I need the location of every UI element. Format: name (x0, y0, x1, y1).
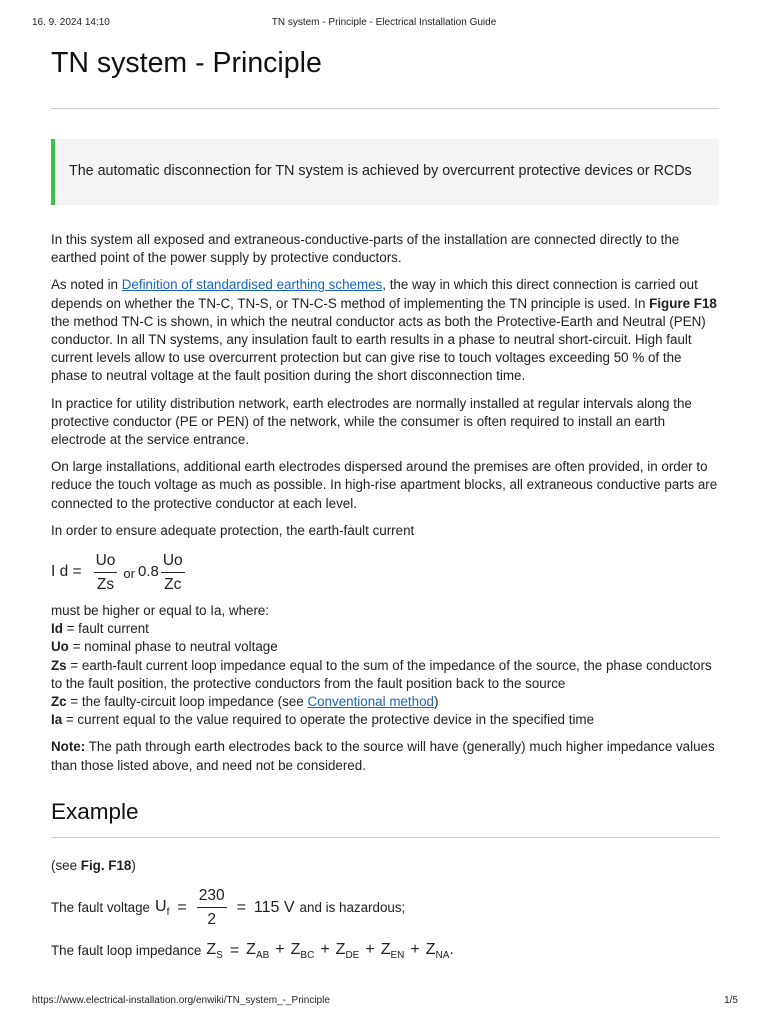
uf-symbol (155, 898, 169, 918)
subscript: BC (300, 950, 315, 962)
fault-voltage-line (51, 883, 719, 933)
equals: = (236, 898, 246, 916)
operator: + (410, 940, 420, 958)
figure-reference: Fig. F18 (80, 857, 132, 873)
definition-uo (51, 638, 719, 656)
page-url: https://www.electrical-installation.org/enwiki/TN_system_-_Principle (32, 995, 330, 1006)
text: (see (51, 857, 81, 873)
zs-symbol (206, 941, 222, 961)
print-footer (0, 995, 768, 1009)
numerator: Uo (161, 551, 185, 573)
paragraph-utility-network: In practice for utility distribution network, earth electrodes are normally installed at regular intervals along the protective conductor (PE or PEN) of the network, while the consumer is often required to install an earth electrode at the service entrance. (51, 395, 692, 448)
symbol: Z (290, 940, 301, 958)
operator: + (275, 940, 285, 958)
subscript: f (166, 906, 170, 918)
link-conventional-method[interactable]: Conventional method (307, 694, 434, 710)
definition: = nominal phase to neutral voltage (68, 639, 278, 655)
section-heading-example: Example (51, 797, 719, 838)
symbol: U (155, 897, 167, 915)
fraction-uo-zs (94, 551, 118, 594)
fault-loop-impedance-line (51, 941, 719, 961)
paragraph-methods (51, 276, 719, 385)
paragraph-large-installations: On large installations, additional earth electrodes dispersed around the premises are often provided, in order to reduce the touch voltage as much as possible. In high-rise apartment blocks, all extraneous conductive parts are connected to the protective conductor at each level. (51, 459, 718, 511)
link-standardised-earthing-schemes[interactable]: Definition of standardised earthing schemes (121, 277, 383, 293)
definition: = fault current (62, 621, 149, 637)
symbol: Z (380, 940, 391, 958)
numerator: 230 (197, 886, 227, 908)
page-title: TN system - Principle (51, 44, 719, 109)
operator: . (449, 940, 454, 958)
definitions-list (51, 602, 719, 729)
definition: = the faulty-circuit loop impedance (see (66, 694, 308, 710)
formula-or: or (123, 565, 135, 581)
definition: ) (434, 694, 439, 710)
term: Zs (51, 657, 67, 673)
article-body (51, 231, 719, 775)
fraction-uo-zc (161, 551, 185, 594)
symbol: Z (425, 940, 436, 958)
numerator: Uo (94, 551, 118, 573)
denominator: Zc (164, 575, 182, 593)
subscript: AB (255, 950, 270, 962)
text: ) (131, 857, 136, 873)
symbol: Z (206, 940, 217, 958)
article (51, 44, 719, 961)
operator: + (320, 940, 330, 958)
formula-lhs: I d = (51, 562, 82, 580)
example-figure-reference (51, 857, 719, 875)
definition-zc (51, 693, 719, 711)
denominator: Zs (96, 575, 115, 593)
definition-ia (51, 711, 719, 729)
summary-callout: The automatic disconnection for TN system is achieved by overcurrent protective devices or RCDs (51, 139, 719, 205)
term: Zc (51, 694, 67, 710)
definitions-intro: must be higher or equal to Ia, where: (51, 603, 270, 619)
definition: = earth-fault current loop impedance equal to the sum of the impedance of the source, the phase conductors to the fault position, the protective conductors from the fault position back to the source (51, 657, 712, 691)
term-bc (291, 941, 336, 961)
definition-zs (51, 657, 719, 693)
symbol: Z (246, 940, 256, 958)
denominator: 2 (207, 911, 216, 929)
text: the method TN-C is shown, in which the neutral conductor acts as both the Protective-Earth and Neutral (PEN) conductor. In all TN systems, any insulation fault to earth results in a phase to neutral short-circuit. High fault current levels allow to use overcurrent protection but can give rise to touch voltages exceeding 50 % of the phase to neutral voltage at the fault position during the short disconnection time. (51, 313, 706, 384)
figure-reference: Figure F18 (649, 295, 717, 311)
text: , the way in which this direct connection is carried out depends on whether the TN-C, TN-S, or TN-C-S method of implementing the TN principle is used. In (51, 277, 698, 311)
term-en (381, 941, 426, 961)
fault-voltage-label: The fault voltage (51, 900, 151, 916)
fault-voltage-result: 115 V (253, 898, 295, 916)
term-de (336, 941, 381, 961)
print-date: 16. 9. 2024 14:10 (32, 17, 110, 28)
term: Ia (51, 712, 63, 728)
print-header (0, 17, 768, 31)
fault-current-formula (51, 544, 719, 600)
term: Id (51, 621, 63, 637)
definition-id (51, 620, 719, 638)
text: As noted in (51, 277, 122, 293)
loop-impedance-label: The fault loop impedance (51, 943, 202, 959)
equals: = (177, 898, 187, 916)
term-na (426, 941, 454, 961)
note-text: The path through earth electrodes back to the source will have (generally) much higher impedance values than those listed above, and need not be considered. (51, 739, 715, 773)
subscript: EN (390, 950, 405, 962)
print-document-title: TN system - Principle - Electrical Installation Guide (271, 17, 497, 28)
subscript: DE (345, 950, 360, 962)
term-ab (246, 941, 290, 961)
equals: = (229, 941, 240, 959)
term: Uo (51, 639, 69, 655)
note (51, 738, 719, 774)
hazard-text: and is hazardous; (299, 900, 406, 916)
subscript: S (216, 950, 223, 962)
operator: + (365, 940, 375, 958)
note-label: Note: (51, 739, 86, 755)
formula-coefficient: 0.8 (137, 562, 159, 580)
subscript: NA (435, 950, 450, 962)
paragraph-intro: In this system all exposed and extraneous-conductive-parts of the installation are connected directly to the earthed point of the power supply by protective conductors. (51, 232, 680, 266)
page-number: 1/5 (724, 995, 738, 1006)
symbol: Z (335, 940, 346, 958)
definition: = current equal to the value required to operate the protective device in the specified time (62, 712, 595, 728)
fraction-230-2 (197, 886, 227, 929)
paragraph-earth-fault-current: In order to ensure adequate protection, the earth-fault current (51, 522, 415, 538)
